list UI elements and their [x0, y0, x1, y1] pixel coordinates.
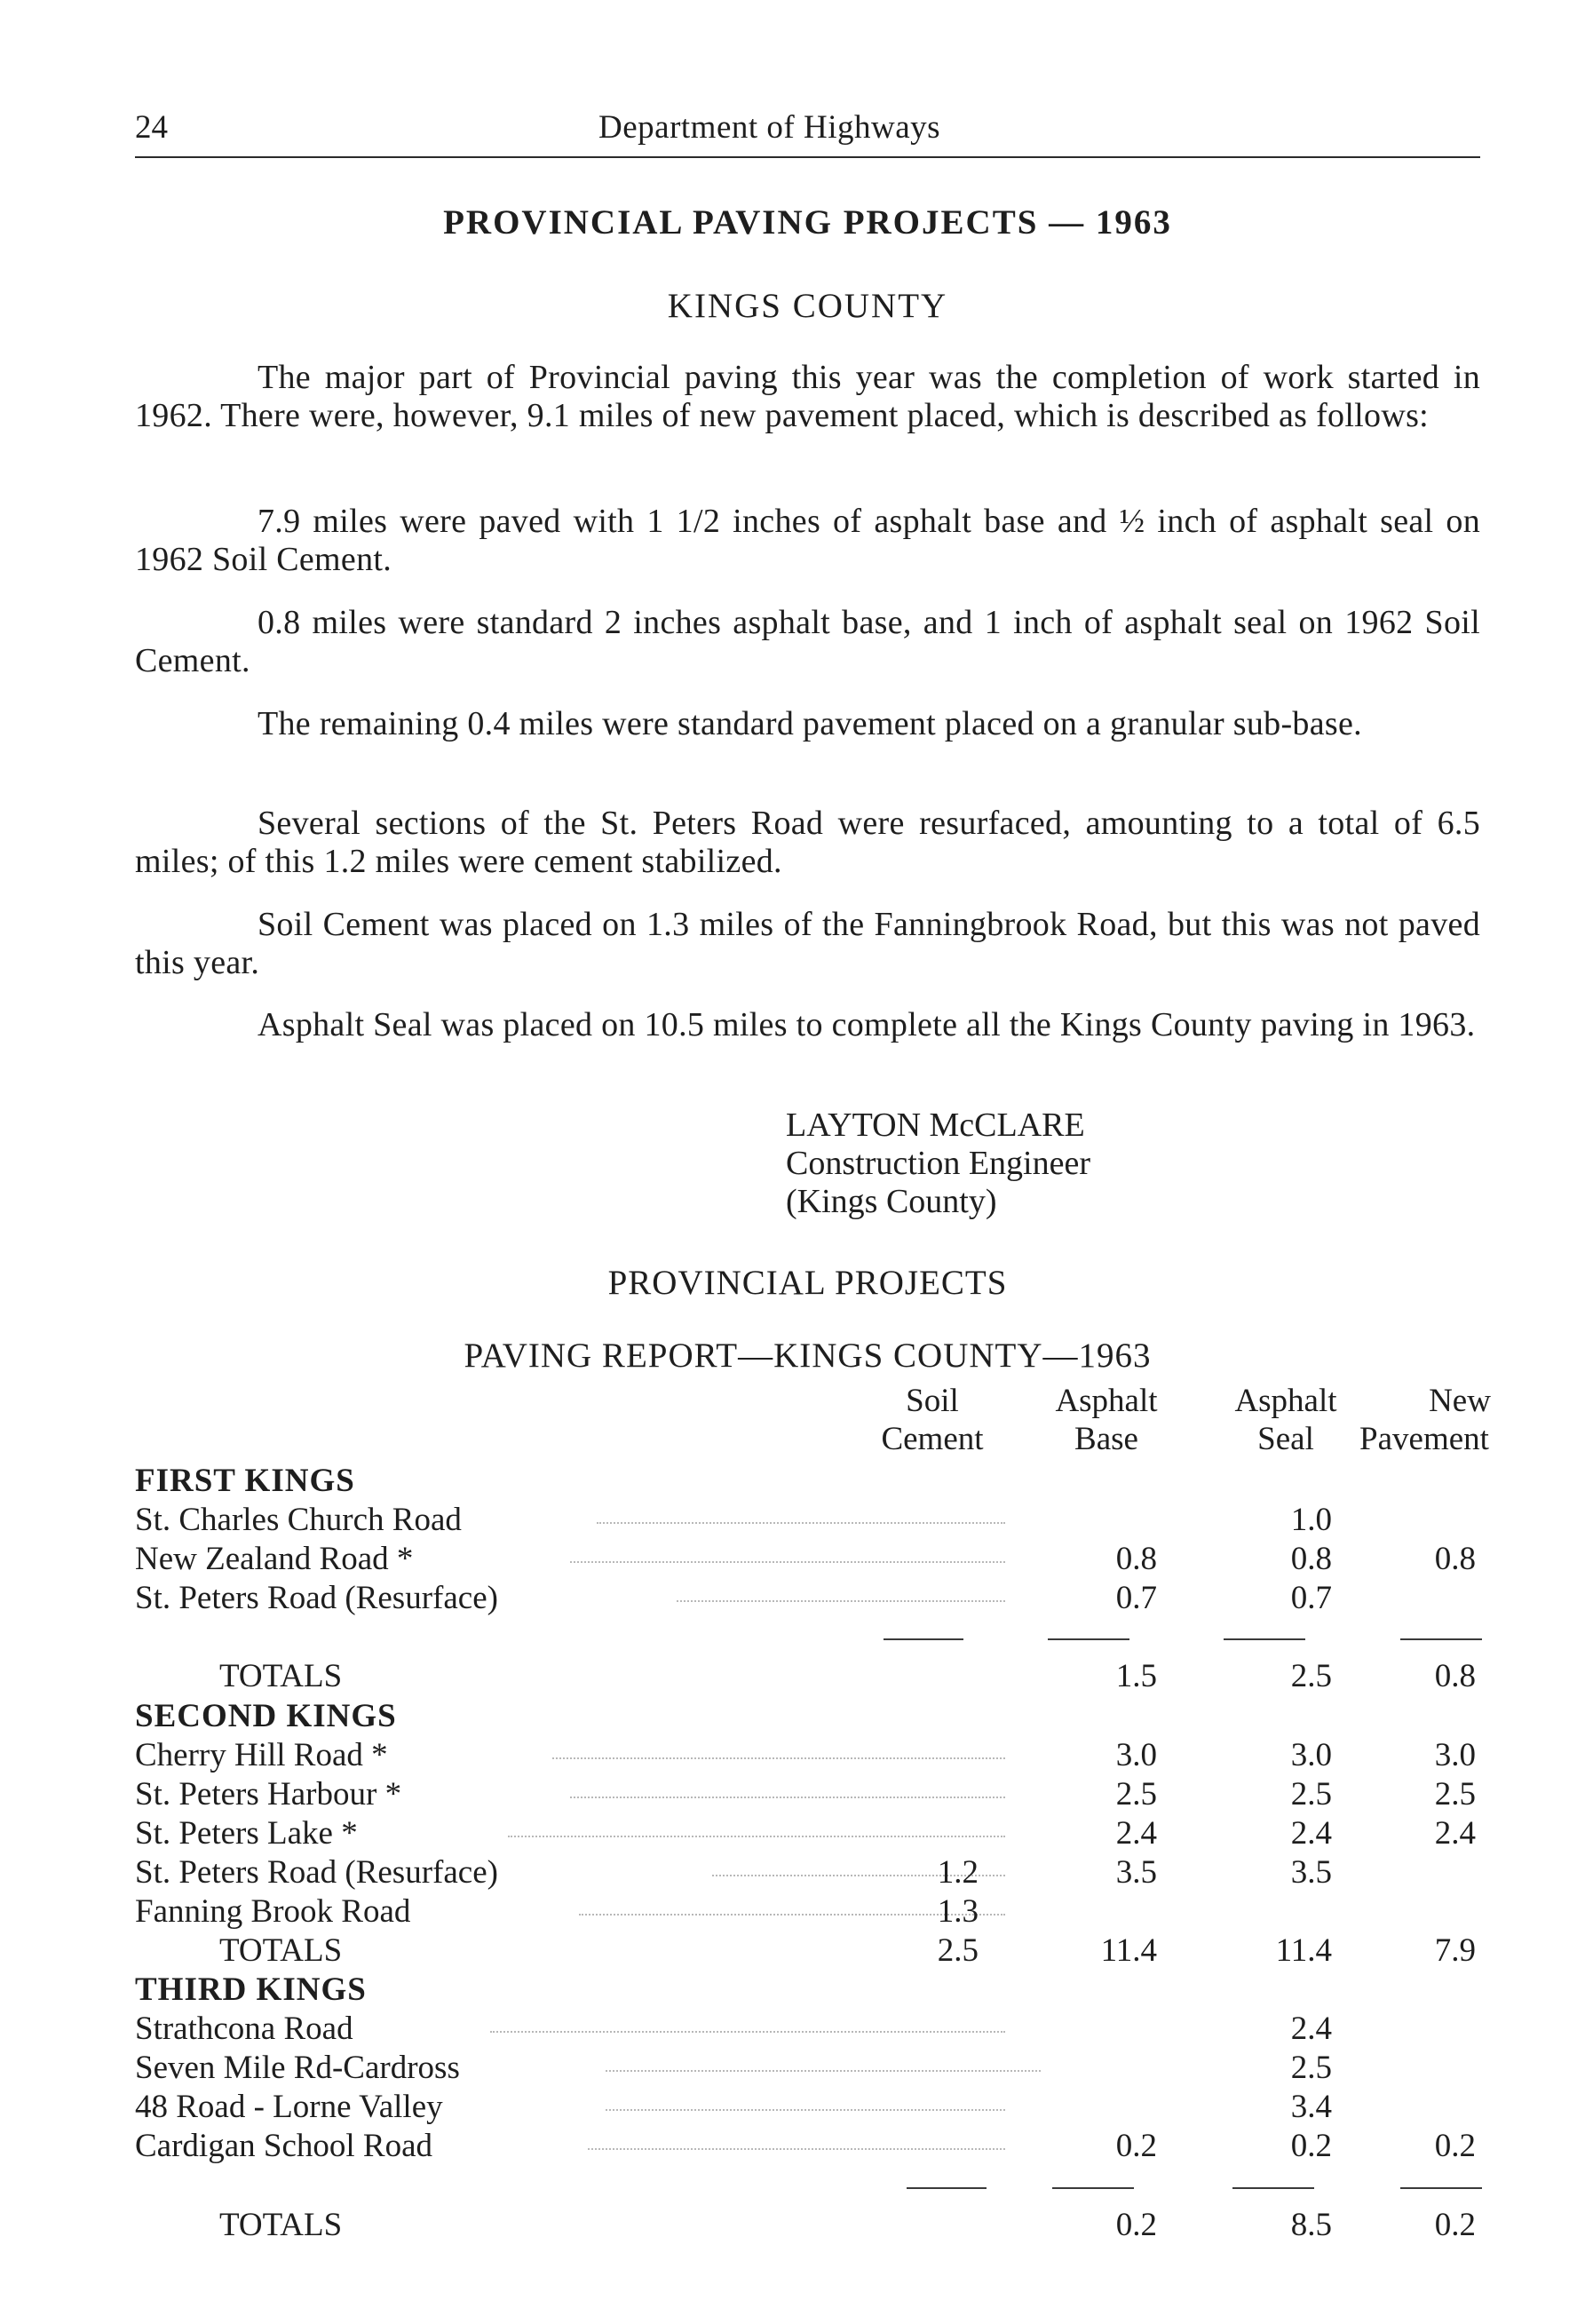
table-row — [135, 1540, 1485, 1579]
column-header-line: Asphalt — [1055, 1383, 1158, 1419]
column-header-line: Pavement — [1359, 1421, 1489, 1457]
total-rule — [884, 1638, 963, 1640]
road-name: Cardigan School Road — [135, 2128, 433, 2164]
asphalt-seal-value: 3.5 — [1290, 1854, 1332, 1891]
total-rule — [1224, 1638, 1305, 1640]
column-header-line: New — [1429, 1383, 1491, 1419]
paragraph-standard-base — [135, 604, 1480, 680]
dot-leader — [570, 1797, 1005, 1798]
paragraph-text: 0.8 miles were standard 2 inches asphalt base, and 1 inch of asphalt seal on 1962 Soil Cement. — [135, 604, 1480, 679]
new-pavement-value: 2.5 — [1434, 1776, 1476, 1812]
dot-leader — [597, 1522, 1005, 1524]
section-title: KINGS COUNTY — [667, 287, 948, 325]
section-name: FIRST KINGS — [135, 1463, 355, 1499]
totals-label: TOTALS — [219, 1932, 343, 1969]
table-row — [135, 2010, 1485, 2049]
asphalt-base-value: 0.2 — [1115, 2128, 1157, 2164]
totals-label: TOTALS — [219, 1658, 343, 1694]
table-row — [135, 1501, 1485, 1540]
totals-row — [135, 1931, 1485, 1971]
asphalt-seal-value: 2.4 — [1290, 2011, 1332, 2047]
asphalt-seal-value: 2.4 — [1290, 1815, 1332, 1852]
column-header-line: Base — [1074, 1421, 1138, 1457]
asphalt-seal-value: 2.5 — [1290, 2050, 1332, 2086]
table-row — [135, 1775, 1485, 1814]
dot-leader — [570, 1561, 1005, 1563]
paragraph-asphalt-base — [135, 503, 1480, 579]
total-rule — [1052, 2187, 1134, 2189]
table-row — [135, 1892, 1485, 1931]
section-name: THIRD KINGS — [135, 1971, 367, 2008]
paragraph-text: The major part of Provincial paving this year was the completion of work started in 1962. There were, however, 9.1 miles of new pavement placed, which is described as follows: — [135, 359, 1480, 434]
dot-leader — [588, 2148, 1005, 2150]
totals-row — [135, 2206, 1485, 2245]
asphalt-base-value: 2.5 — [1115, 1776, 1157, 1812]
paragraph-asphalt-seal — [135, 1006, 1480, 1044]
paragraph-intro — [135, 359, 1480, 435]
new-pavement-total: 0.2 — [1434, 2207, 1476, 2243]
paragraph-resurfaced — [135, 805, 1480, 881]
dot-leader — [677, 1600, 1005, 1602]
running-head: Department of Highways — [598, 109, 941, 146]
road-name: New Zealand Road * — [135, 1541, 414, 1577]
table-row — [135, 1814, 1485, 1853]
table-row — [135, 1736, 1485, 1775]
section-heading-second-kings — [135, 1697, 1485, 1736]
asphalt-seal-value: 0.8 — [1290, 1541, 1332, 1577]
column-header-line: Asphalt — [1234, 1383, 1337, 1419]
page-header — [135, 108, 1480, 153]
signature-title: Construction Engineer — [786, 1145, 1090, 1182]
asphalt-seal-value: 1.0 — [1290, 1502, 1332, 1538]
header-rule — [135, 156, 1480, 158]
road-name: St. Peters Road (Resurface) — [135, 1580, 498, 1616]
new-pavement-total: 7.9 — [1434, 1932, 1476, 1969]
paragraph-text: 7.9 miles were paved with 1 1/2 inches of asphalt base and ½ inch of asphalt seal on 1962 Soil Cement. — [135, 503, 1480, 578]
asphalt-seal-value: 3.4 — [1290, 2089, 1332, 2125]
asphalt-base-value: 0.8 — [1115, 1541, 1157, 1577]
soil-cement-value: 1.3 — [937, 1893, 979, 1930]
table-row — [135, 1579, 1485, 1618]
signature-block — [786, 1106, 1090, 1221]
totals-label: TOTALS — [219, 2207, 343, 2243]
section-heading-third-kings — [135, 1971, 1485, 2010]
asphalt-seal-value: 3.0 — [1290, 1737, 1332, 1773]
asphalt-base-value: 3.5 — [1115, 1854, 1157, 1891]
section-name: SECOND KINGS — [135, 1698, 397, 1734]
asphalt-seal-total: 11.4 — [1275, 1932, 1332, 1969]
paragraph-text: Several sections of the St. Peters Road were resurfaced, amounting to a total of 6.5 miles; of this 1.2 miles were cement stabilized. — [135, 805, 1480, 880]
table-row — [135, 1853, 1485, 1892]
asphalt-seal-total: 2.5 — [1290, 1658, 1332, 1694]
asphalt-seal-value: 0.7 — [1290, 1580, 1332, 1616]
asphalt-base-total: 1.5 — [1115, 1658, 1157, 1694]
paragraph-remaining — [135, 705, 1480, 743]
signature-name: LAYTON McCLARE — [786, 1106, 1085, 1144]
road-name: Strathcona Road — [135, 2011, 353, 2047]
dot-leader — [508, 1836, 1005, 1837]
dot-leader — [552, 1757, 1005, 1759]
total-rule — [1048, 1638, 1129, 1640]
asphalt-base-value: 0.7 — [1115, 1580, 1157, 1616]
soil-cement-total: 2.5 — [937, 1932, 979, 1969]
section-heading-first-kings — [135, 1462, 1485, 1501]
paragraph-text: The remaining 0.4 miles were standard pavement placed on a granular sub-base. — [258, 705, 1362, 742]
soil-cement-value: 1.2 — [937, 1854, 979, 1891]
paragraph-text: Asphalt Seal was placed on 10.5 miles to complete all the Kings County paving in 1963. — [258, 1006, 1476, 1043]
asphalt-seal-value: 2.5 — [1290, 1776, 1332, 1812]
new-pavement-value: 0.2 — [1434, 2128, 1476, 2164]
page-number: 24 — [135, 109, 168, 146]
total-rule — [1400, 2187, 1482, 2189]
asphalt-seal-total: 8.5 — [1290, 2207, 1332, 2243]
report-subtitle: PAVING REPORT—KINGS COUNTY—1963 — [464, 1336, 1152, 1375]
road-name: Seven Mile Rd-Cardross — [135, 2050, 460, 2086]
total-rule — [907, 2187, 987, 2189]
road-name: St. Peters Road (Resurface) — [135, 1854, 498, 1891]
road-name: St. Charles Church Road — [135, 1502, 462, 1538]
signature-county: (Kings County) — [786, 1183, 997, 1220]
table-row — [135, 2049, 1485, 2088]
column-header-line: Cement — [881, 1421, 984, 1457]
road-name: 48 Road - Lorne Valley — [135, 2089, 443, 2125]
road-name: Fanning Brook Road — [135, 1893, 411, 1930]
road-name: St. Peters Harbour * — [135, 1776, 402, 1812]
new-pavement-value: 2.4 — [1434, 1815, 1476, 1852]
report-title: PROVINCIAL PROJECTS — [607, 1264, 1008, 1302]
column-header-asphalt-seal — [1216, 1382, 1355, 1458]
asphalt-base-total: 11.4 — [1100, 1932, 1157, 1969]
dot-leader — [606, 2109, 1005, 2111]
asphalt-base-value: 2.4 — [1115, 1815, 1157, 1852]
column-header-soil-cement — [870, 1382, 995, 1458]
page-title: PROVINCIAL PAVING PROJECTS — 1963 — [443, 203, 1172, 242]
dot-leader — [490, 2031, 1005, 2033]
new-pavement-total: 0.8 — [1434, 1658, 1476, 1694]
new-pavement-value: 0.8 — [1434, 1541, 1476, 1577]
column-header-line: Soil — [906, 1383, 959, 1419]
paragraph-soil-cement — [135, 906, 1480, 982]
road-name: St. Peters Lake * — [135, 1815, 358, 1852]
dot-leader — [606, 2070, 1041, 2072]
column-header-asphalt-base — [1035, 1382, 1177, 1458]
road-name: Cherry Hill Road * — [135, 1737, 388, 1773]
paragraph-text: Soil Cement was placed on 1.3 miles of the Fanningbrook Road, but this was not paved this year. — [135, 906, 1480, 981]
column-header-new-pavement — [1335, 1382, 1513, 1458]
table-row — [135, 2088, 1485, 2127]
new-pavement-value: 3.0 — [1434, 1737, 1476, 1773]
total-rule — [1232, 2187, 1314, 2189]
totals-row — [135, 1657, 1485, 1696]
asphalt-base-total: 0.2 — [1115, 2207, 1157, 2243]
asphalt-seal-value: 0.2 — [1290, 2128, 1332, 2164]
asphalt-base-value: 3.0 — [1115, 1737, 1157, 1773]
column-header-line: Seal — [1257, 1421, 1314, 1457]
total-rule — [1400, 1638, 1482, 1640]
table-row — [135, 2127, 1485, 2166]
